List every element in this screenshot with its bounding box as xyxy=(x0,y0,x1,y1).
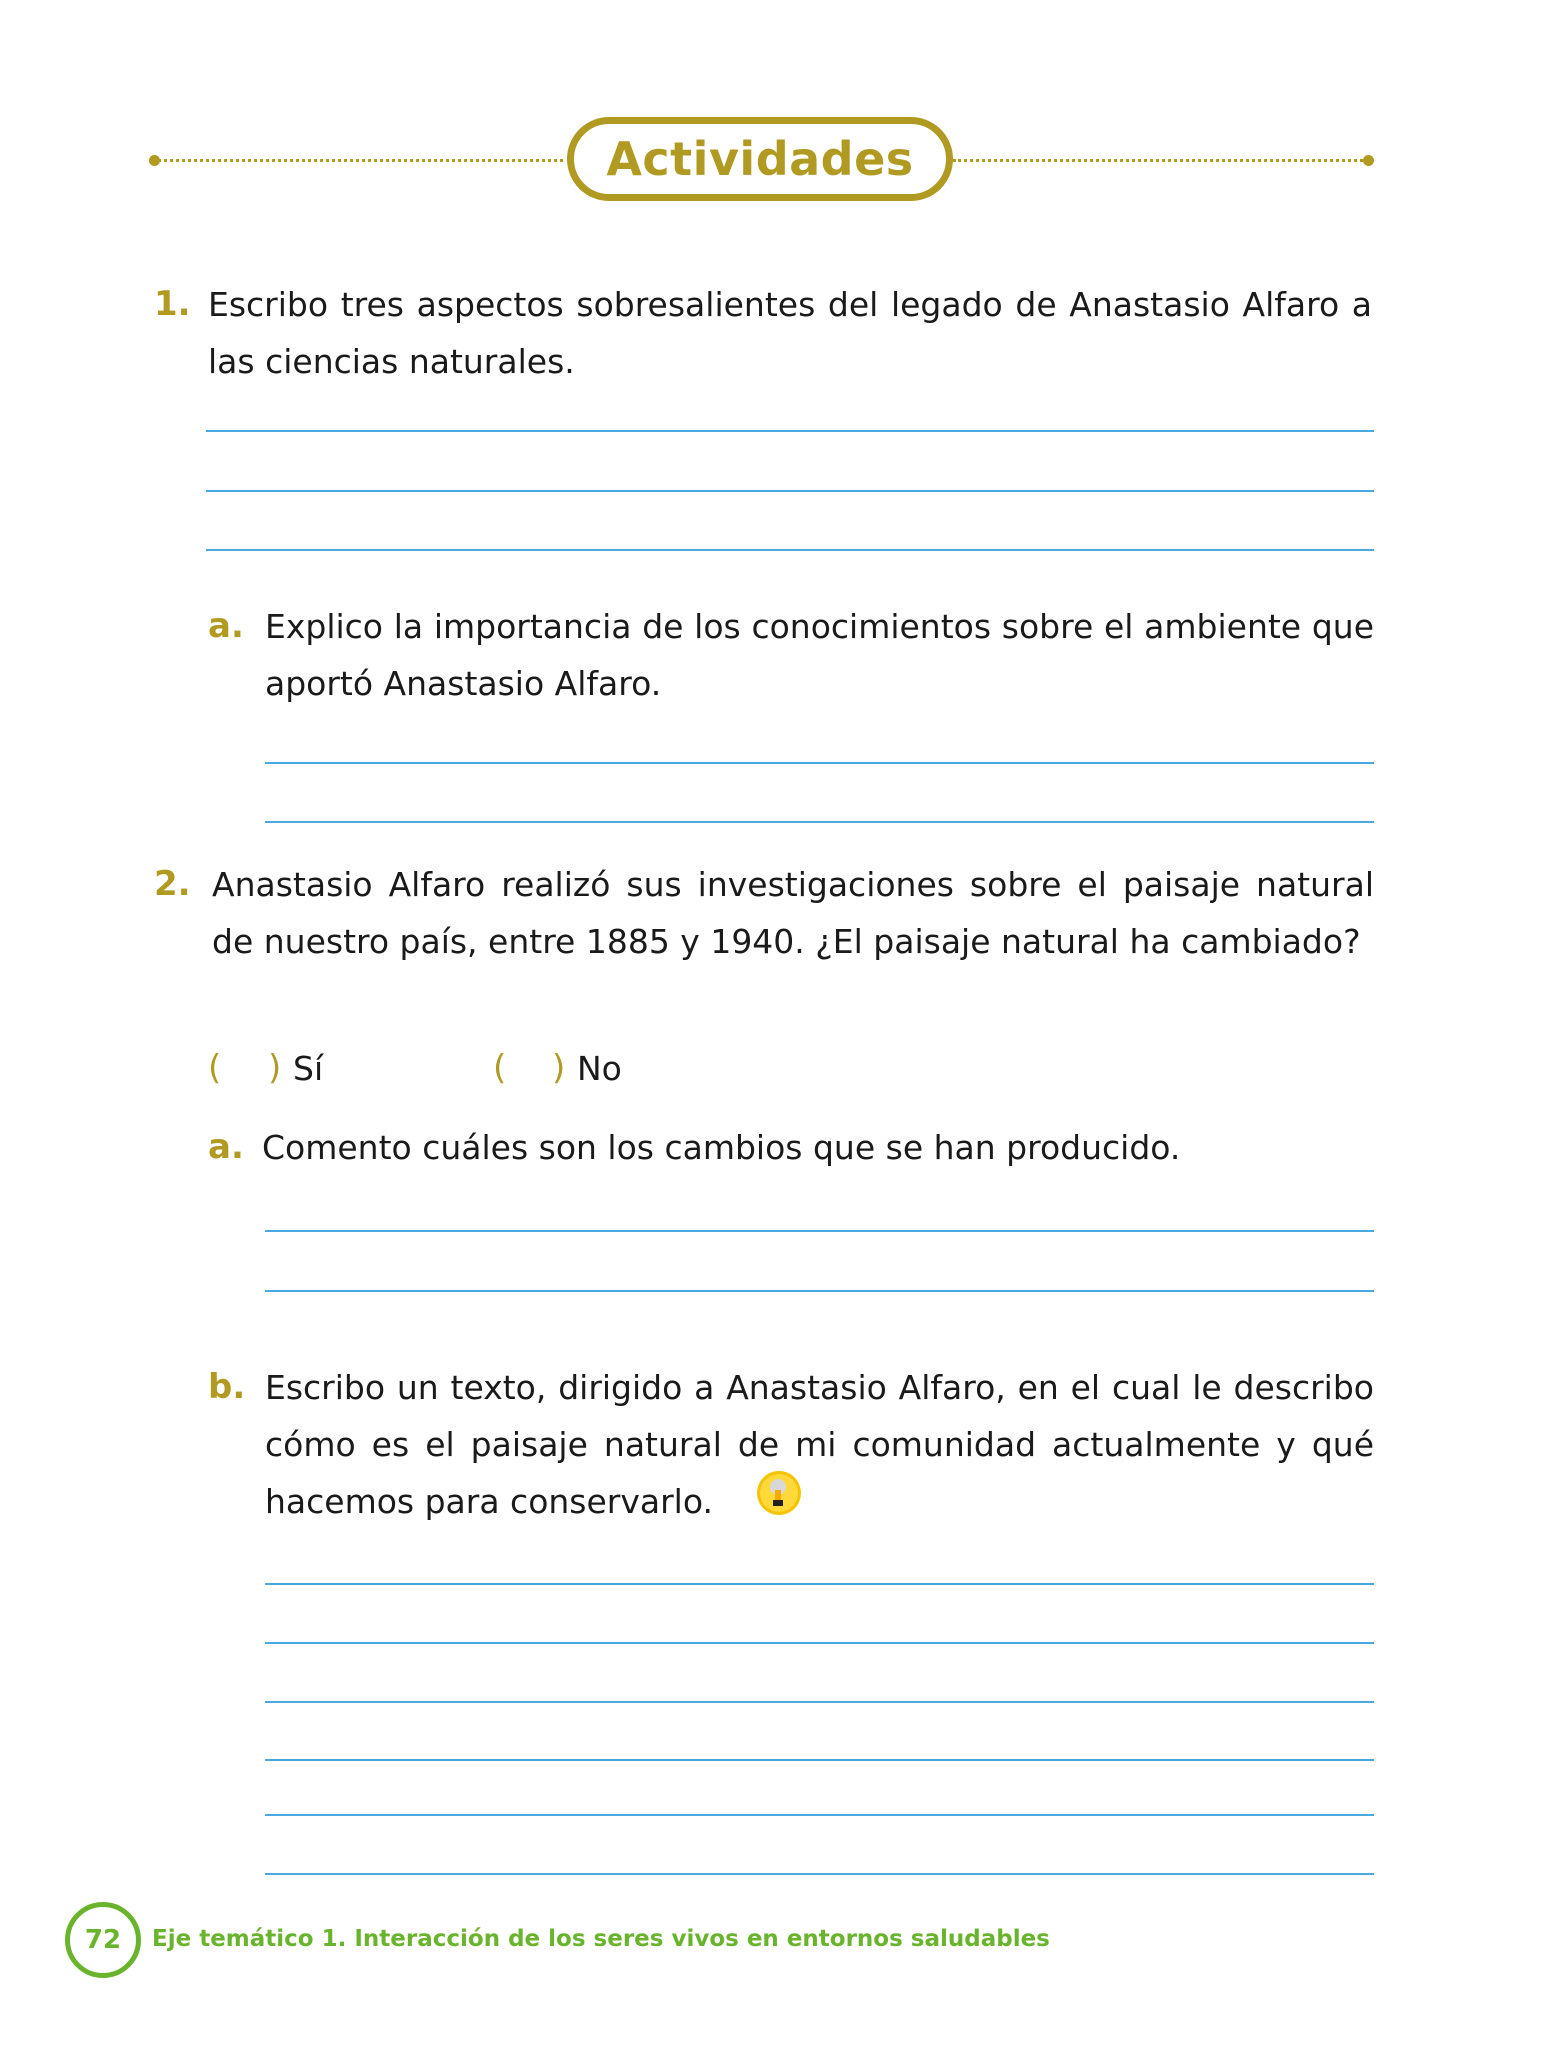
question-2a-label: a. xyxy=(208,1127,244,1167)
answer-line[interactable] xyxy=(265,1290,1374,1292)
option-label: No xyxy=(577,1049,622,1088)
checkbox-close-paren[interactable]: ) xyxy=(552,1048,566,1088)
footer-section-title: Eje temático 1. Interacción de los seres vivos en entornos saludables xyxy=(152,1926,1050,1952)
page-number: 72 xyxy=(84,1925,122,1955)
dotted-rule-right xyxy=(953,159,1363,162)
question-2-number: 2. xyxy=(154,864,191,904)
section-title-badge xyxy=(567,117,953,201)
rule-dot-right xyxy=(1363,155,1374,166)
question-2b-label: b. xyxy=(208,1367,246,1407)
answer-line[interactable] xyxy=(265,1642,1374,1644)
answer-line[interactable] xyxy=(206,490,1374,492)
answer-line[interactable] xyxy=(265,1873,1374,1875)
answer-line[interactable] xyxy=(265,1583,1374,1585)
answer-line[interactable] xyxy=(206,549,1374,551)
question-2a-text: Comento cuáles son los cambios que se han producido. xyxy=(262,1128,1181,1167)
question-1-text: Escribo tres aspectos sobresalientes del legado de Anastasio Alfaro a las ciencias naturales. xyxy=(208,285,1372,381)
question-2-text: Anastasio Alfaro realizó sus investigaciones sobre el paisaje natural de nuestro país, entre 1885 y 1940. ¿El paisaje natural ha cambiado? xyxy=(212,865,1374,961)
question-2b-text: Escribo un texto, dirigido a Anastasio Alfaro, en el cual le describo cómo es el paisaje natural de mi comunidad actualmente y qué hacemos para conservarlo. xyxy=(265,1368,1374,1521)
question-1a-label: a. xyxy=(208,606,244,646)
answer-line[interactable] xyxy=(265,821,1374,823)
dotted-rule-left xyxy=(158,159,563,162)
answer-line[interactable] xyxy=(265,1759,1374,1761)
page-number-badge xyxy=(65,1902,141,1978)
checkbox-open-paren[interactable]: ( xyxy=(208,1048,222,1088)
question-1-number: 1. xyxy=(154,284,191,324)
option-label: Sí xyxy=(293,1049,324,1088)
section-title: Actividades xyxy=(606,132,914,186)
answer-line[interactable] xyxy=(265,762,1374,764)
answer-line[interactable] xyxy=(206,430,1374,432)
checkbox-open-paren[interactable]: ( xyxy=(493,1048,507,1088)
lightbulb-icon xyxy=(756,1470,802,1516)
answer-line[interactable] xyxy=(265,1814,1374,1816)
checkbox-close-paren[interactable]: ) xyxy=(268,1048,282,1088)
answer-line[interactable] xyxy=(265,1230,1374,1232)
answer-line[interactable] xyxy=(265,1701,1374,1703)
question-1a-text: Explico la importancia de los conocimientos sobre el ambiente que aportó Anastasio Alfaro. xyxy=(265,607,1374,703)
